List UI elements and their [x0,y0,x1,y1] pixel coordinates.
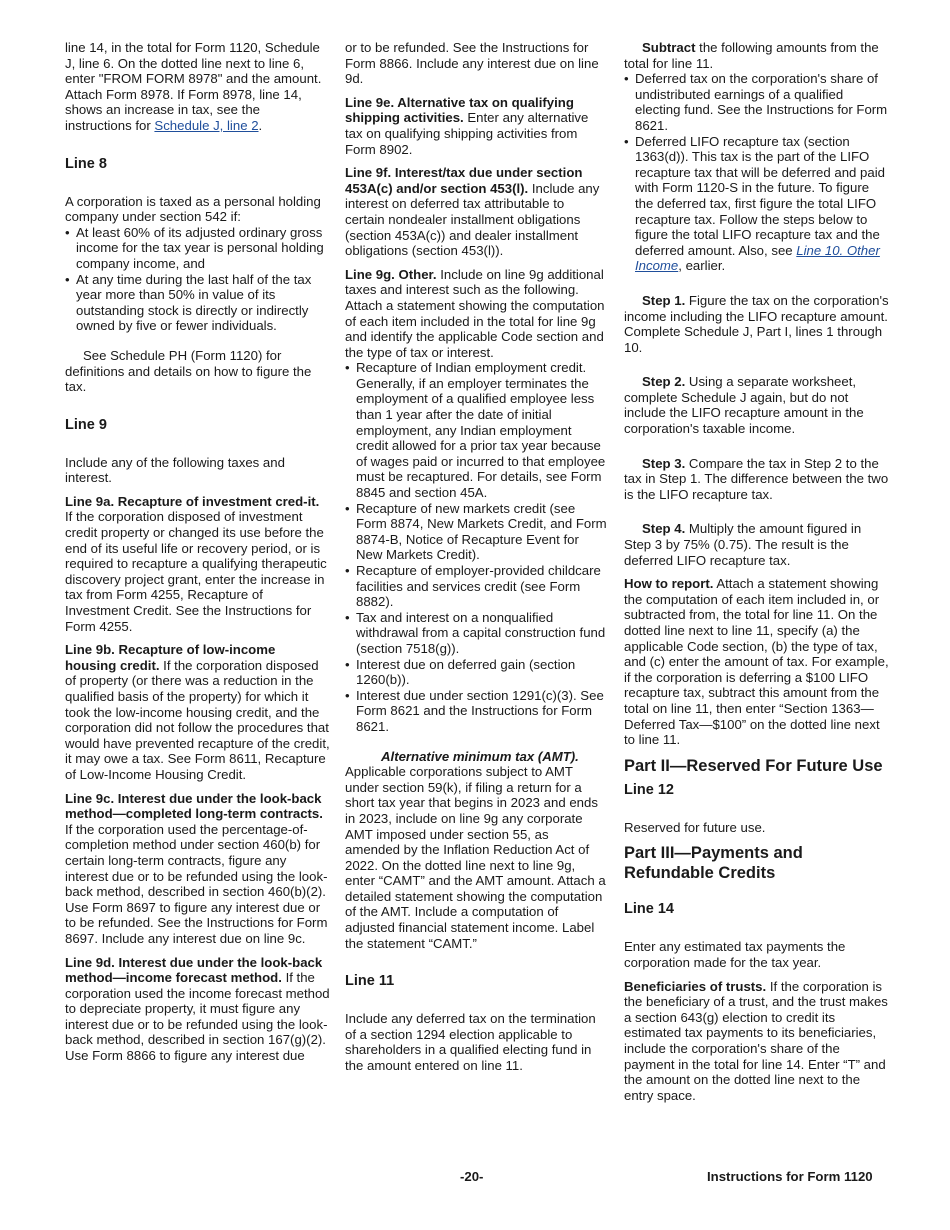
line-9f-paragraph: Line 9f. Interest/tax due under section 453A(c) and/or section 453(l). Include any interest on deferred tax attributable to certain nondealer installment obligations (section 453A(c)) and dealer installment obligations (section 453(l)). [345,165,600,259]
line-9g-bullet: • Tax and interest on a nonqualified withdrawal from a capital construction fund (section 7518(g)). [345,610,607,657]
column-1 [65,40,330,1072]
line-9g-bullet: • Recapture of Indian employment credit. Generally, if an employer terminates the employment of a qualified employee less than 1 year after the date of initial employment, any Indian employment credit allowed for a prior tax year because of wages paid or incurred to that employee must be recaptured. For details, see Form 8845 and section 45A. [345,360,607,500]
beneficiaries-title: Beneficiaries of trusts. [624,978,767,994]
line-9g-title: Line 9g. Other. [345,266,437,282]
line-9b-title: Line 9b. Recapture of low-income housing credit. [65,642,276,673]
subtract-paragraph: Subtract the following amounts from the total for line 11. [624,40,879,71]
page-number: -20- [460,1169,484,1184]
line-9d-continued: or to be refunded. See the Instructions for Form 8866. Include any interest due on line 9d. [345,40,599,87]
line-14-heading: Line 14 [624,901,674,918]
line-8-bullet: • At any time during the last half of the tax year more than 50% in value of its outstanding stock is directly or indirectly owned by five or fewer individuals. [65,272,330,334]
line-8-text: A corporation is taxed as a personal holding company under section 542 if: [65,193,321,225]
line-9-text: Include any of the following taxes and interest. [65,454,285,486]
line-8-heading: Line 8 [65,155,107,172]
how-to-report-paragraph: How to report. Attach a statement showing the computation of each item included in, or subtracted from, the total for line 11. On the dotted line next to line 11, specify (a) the applicable Code section, (b) the type of tax, and (c) enter the amount of tax. For example, if the corporation is deferring a $100 LIFO recapture tax, subtract this amount from the total on line 11, then enter “Section 1363—Deferred Tax—$100” on the dotted line next to line 11. [624,576,889,748]
line-11-text: Include any deferred tax on the termination of a section 1294 election applicable to shareholders in a qualified electing fund in the amount entered on line 11. [345,1011,596,1074]
step-4-paragraph: Step 4. Multiply the amount figured in Step 3 by 75% (0.75). The result is the deferred LIFO recapture tax. [624,521,862,568]
line-9e-paragraph: Line 9e. Alternative tax on qualifying shipping activities. Enter any alternative tax on qualifying shipping activities from Form 8902. [345,94,589,157]
line-9g-bullet: • Recapture of new markets credit (see Form 8874, New Markets Credit, and Form 8874-B, Notice of Recapture Event for New Markets Credit). [345,501,607,563]
line-9g-paragraph: Line 9g. Other. Include on line 9g additional taxes and interest such as the following. Attach a statement showing the computation of each item included in the total for line 9g and identify the applicable Code section and the type of tax or interest. [345,266,605,360]
line-9c-paragraph: Line 9c. Interest due under the look-back method—completed long-term contracts. If the corporation used the percentage-of-completion method under section 460(b) for certain long-term contracts, figure any interest due or to be refunded using the look-back method, described in section 460(b)(2). Use Form 8697 to figure any interest due or to be refunded. See the Instructions for Form 8697. Include any interest due on line 9c. [65,790,328,946]
column-2 [345,40,607,1074]
line-9g-bullet: • Interest due on deferred gain (section 1260(b)). [345,657,607,688]
line-9a-title: Line 9a. Recapture of investment cred-it. [65,493,320,509]
line-9g-bullet: • Recapture of employer-provided childcare facilities and services credit (see Form 8882). [345,563,607,610]
line-8-bullet: • At least 60% of its adjusted ordinary gross income for the tax year is personal holding company income, and [65,225,330,272]
schedule-j-line2-link[interactable]: Schedule J, line 2 [154,117,259,133]
line-12-heading: Line 12 [624,781,674,798]
part-3-heading: Part III—Payments and Refundable Credits [624,844,803,883]
line-9c-title: Line 9c. Interest due under the look-back method—completed long-term contracts. [65,790,323,822]
line-9e-title: Line 9e. Alternative tax on qualifying shipping activities. [345,94,574,126]
line-8-see-text: See Schedule PH (Form 1120) for definitions and details on how to figure the tax. [65,347,312,395]
intro-paragraph: line 14, in the total for Form 1120, Schedule J, line 6. On the dotted line next to line 6, enter "FROM FORM 8978" and the amount. Attach Form 8978. If Form 8978, line 14, shows an increase in tax, see the instructions for Schedule J, line 2. [65,40,322,133]
how-to-report-title: How to report. [624,576,714,592]
line-14-text: Enter any estimated tax payments the corporation made for the tax year. [624,939,846,970]
amt-title: Alternative minimum tax (AMT). [381,748,579,764]
line-9g-bullet: • Interest due under section 1291(c)(3). See Form 8621 and the Instructions for Form 8621. [345,688,607,735]
subtract-bullet: • Deferred tax on the corporation's share of undistributed earnings of a qualified electing fund. See the Instructions for Form 8621. [624,71,889,133]
amt-paragraph: Alternative minimum tax (AMT). Applicable corporations subject to AMT under section 59(k), if filing a return for a short tax year that begins in 2023 and ends in 2023, include on line 9g any corporate AMT imposed under section 55, as amended by the Inflation Reduction Act of 2022. On the dotted line next to line 9g, enter “CAMT” and the AMT amount. Attach a detailed statement showing the computation of the AMT. Include a computation of adjusted financial statement income. Label the statement “CAMT.” [345,748,606,951]
line-12-text: Reserved for future use. [624,819,766,835]
beneficiaries-paragraph: Beneficiaries of trusts. If the corporation is the beneficiary of a trust, and the trust makes a section 643(g) election to credit its estimated tax payments to its beneficiaries, include the corporation's share of the payment in the total for line 14. Enter “T” and the amount on the dotted line next to the entry space. [624,978,888,1103]
step-1-paragraph: Step 1. Figure the tax on the corporation's income including the LIFO recapture amount. Complete Schedule J, Part I, lines 1 through 10. [624,292,889,355]
step-2-paragraph: Step 2. Using a separate worksheet, complete Schedule J again, but do not include the LIFO recapture amount in the corporation's taxable income. [624,374,864,437]
line-9d-title: Line 9d. Interest due under the look-back method—income forecast method. [65,954,323,986]
line-10-other-income-link[interactable]: Line 10. Other Income [635,242,880,274]
column-3 [624,40,889,1111]
line-9f-title: Line 9f. Interest/tax due under section 453A(c) and/or section 453(l). [345,165,583,196]
part-2-heading: Part II—Reserved For Future Use [624,756,883,775]
line-9d-paragraph: Line 9d. Interest due under the look-back method—income forecast method. If the corporation used the income forecast method to depreciate property, it must figure any interest due or to be refunded using the look-back method, described in section 167(g)(2). Use Form 8866 to figure any interest due [65,954,330,1064]
step-3-paragraph: Step 3. Compare the tax in Step 2 to the tax in Step 1. The difference between the two is the LIFO recapture tax. [624,455,889,502]
line-9b-paragraph: Line 9b. Recapture of low-income housing credit. If the corporation disposed of property (or there was a reduction in the qualified basis of the property) for which it took the low-income housing credit, and the corporation did not follow the procedures that would have prevented recapture of the credit, it may owe a tax. See Form 8611, Recapture of Low-Income Housing Credit. [65,642,330,782]
document-title: Instructions for Form 1120 [707,1169,873,1184]
subtract-bullet: • Deferred LIFO recapture tax (section 1363(d)). This tax is the part of the LIFO recapture tax that will be deferred and paid with Form 1120-S in the future. To figure the deferred tax, first figure the total LIFO recapture tax. Follow the steps below to figure the total LIFO recapture tax and the deferred amount. Also, see Line 10. Other Income, earlier. [624,134,889,274]
line-9a-paragraph: Line 9a. Recapture of investment cred-it. If the corporation disposed of investment credit property or changed its use before the end of its useful life or recovery period, or is required to recapture a qualifying therapeutic discovery project grant, enter the increase in tax from Form 4255, Recapture of Investment Credit. See the Instructions for Form 4255. [65,493,327,634]
line-11-heading: Line 11 [345,973,395,990]
line-9-heading: Line 9 [65,416,107,433]
